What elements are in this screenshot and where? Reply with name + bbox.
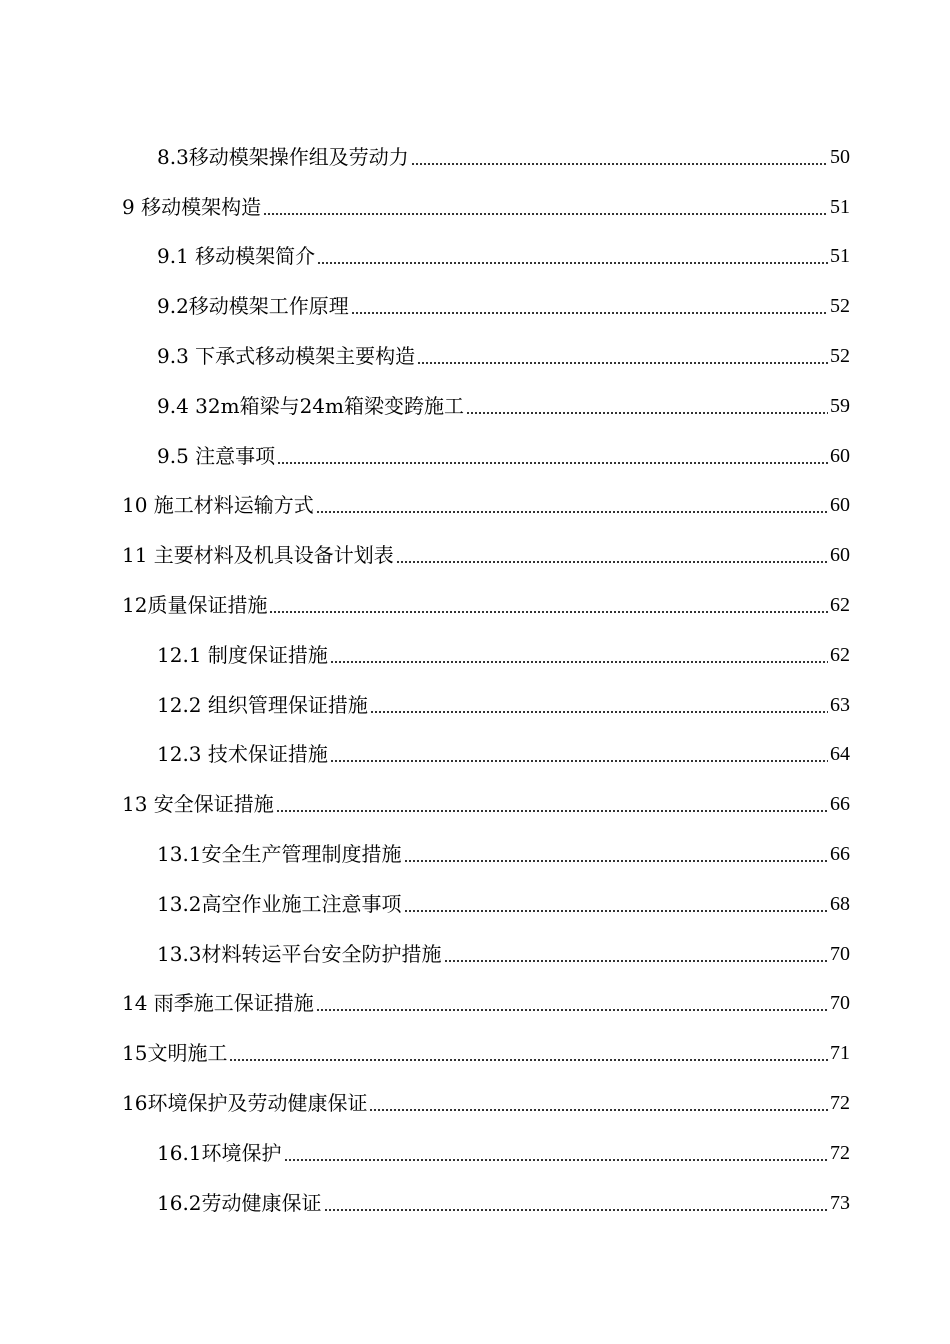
toc-entry[interactable] — [0, 879, 950, 929]
toc-entry[interactable] — [0, 530, 950, 580]
toc-entry-page-number: 70 — [830, 942, 850, 965]
toc-entry-page-number: 52 — [830, 295, 850, 318]
toc-entry[interactable] — [0, 232, 950, 282]
toc-dot-leader — [277, 462, 828, 464]
toc-dot-leader — [317, 262, 828, 264]
toc-entry-title: 15文明施工 — [122, 1041, 228, 1066]
toc-entry[interactable] — [0, 1128, 950, 1178]
toc-dot-leader — [316, 1009, 828, 1011]
toc-dot-leader — [284, 1159, 828, 1161]
toc-entry-page-number: 66 — [830, 793, 850, 816]
toc-entry-title: 13.1安全生产管理制度措施 — [157, 842, 402, 867]
toc-entry-title: 10 施工材料运输方式 — [122, 493, 314, 518]
toc-dot-leader — [276, 810, 828, 812]
toc-entry[interactable] — [0, 1028, 950, 1078]
toc-entry[interactable] — [0, 580, 950, 630]
toc-entry-page-number: 63 — [830, 693, 850, 716]
toc-entry-title: 13.2高空作业施工注意事项 — [157, 891, 402, 916]
toc-entry[interactable] — [0, 630, 950, 680]
toc-entry-page-number: 72 — [830, 1141, 850, 1164]
toc-entry[interactable] — [0, 979, 950, 1029]
toc-entry-title: 16.2劳动健康保证 — [157, 1190, 322, 1215]
toc-dot-leader — [369, 1109, 828, 1111]
toc-entry-page-number: 62 — [830, 643, 850, 666]
toc-entry[interactable] — [0, 730, 950, 780]
toc-entry-title: 9.1 移动模架简介 — [157, 244, 316, 269]
toc-dot-leader — [324, 1209, 828, 1211]
toc-entry-title: 16.1环境保护 — [157, 1140, 282, 1165]
toc-entry-page-number: 60 — [830, 544, 850, 567]
toc-entry-page-number: 68 — [830, 892, 850, 915]
toc-entry-title: 9.3 下承式移动模架主要构造 — [157, 344, 416, 369]
toc-entry[interactable] — [0, 1178, 950, 1228]
toc-dot-leader — [444, 960, 828, 962]
toc-entry-page-number: 50 — [830, 145, 850, 168]
toc-entry-page-number: 51 — [830, 195, 850, 218]
toc-entry-title: 12.2 组织管理保证措施 — [157, 692, 368, 717]
toc-entry-title: 13 安全保证措施 — [122, 792, 274, 817]
toc-entry-page-number: 66 — [830, 843, 850, 866]
toc-entry-page-number: 71 — [830, 1042, 850, 1065]
toc-entry-title: 11 主要材料及机具设备计划表 — [122, 543, 394, 568]
toc-dot-leader — [466, 412, 828, 414]
toc-entry[interactable] — [0, 182, 950, 232]
toc-entry-title: 9 移动模架构造 — [122, 194, 262, 219]
toc-entry[interactable] — [0, 829, 950, 879]
toc-entry-title: 14 雨季施工保证措施 — [122, 991, 314, 1016]
table-of-contents — [0, 132, 950, 1228]
toc-entry-title: 9.4 32m箱梁与24m箱梁变跨施工 — [157, 393, 464, 418]
toc-dot-leader — [316, 511, 828, 513]
toc-entry-title: 12.3 技术保证措施 — [157, 742, 328, 767]
toc-dot-leader — [263, 213, 828, 215]
toc-dot-leader — [396, 561, 828, 563]
toc-entry-page-number: 73 — [830, 1191, 850, 1214]
toc-entry[interactable] — [0, 779, 950, 829]
toc-entry-title: 8.3移动模架操作组及劳动力 — [157, 144, 409, 169]
toc-entry-page-number: 62 — [830, 594, 850, 617]
toc-entry[interactable] — [0, 1078, 950, 1128]
toc-dot-leader — [330, 760, 828, 762]
toc-entry-page-number: 70 — [830, 992, 850, 1015]
toc-dot-leader — [330, 661, 828, 663]
toc-entry[interactable] — [0, 281, 950, 331]
toc-dot-leader — [404, 860, 828, 862]
toc-entry[interactable] — [0, 929, 950, 979]
toc-dot-leader — [229, 1059, 828, 1061]
toc-entry[interactable] — [0, 381, 950, 431]
toc-dot-leader — [417, 362, 828, 364]
toc-entry-page-number: 51 — [830, 245, 850, 268]
toc-entry[interactable] — [0, 481, 950, 531]
toc-entry[interactable] — [0, 331, 950, 381]
toc-dot-leader — [370, 711, 828, 713]
toc-entry-page-number: 60 — [830, 494, 850, 517]
toc-entry-page-number: 64 — [830, 743, 850, 766]
toc-entry-page-number: 59 — [830, 394, 850, 417]
toc-entry[interactable] — [0, 132, 950, 182]
toc-entry-title: 12.1 制度保证措施 — [157, 642, 328, 667]
toc-dot-leader — [351, 312, 828, 314]
toc-entry[interactable] — [0, 431, 950, 481]
toc-entry-title: 9.2移动模架工作原理 — [157, 294, 349, 319]
toc-dot-leader — [411, 163, 828, 165]
toc-entry-title: 9.5 注意事项 — [157, 443, 276, 468]
toc-entry-page-number: 60 — [830, 444, 850, 467]
toc-entry-page-number: 72 — [830, 1092, 850, 1115]
toc-entry-title: 12质量保证措施 — [122, 593, 268, 618]
toc-dot-leader — [269, 611, 828, 613]
toc-entry[interactable] — [0, 680, 950, 730]
toc-entry-title: 16环境保护及劳动健康保证 — [122, 1091, 368, 1116]
toc-entry-title: 13.3材料转运平台安全防护措施 — [157, 941, 442, 966]
toc-entry-page-number: 52 — [830, 345, 850, 368]
toc-dot-leader — [404, 910, 828, 912]
